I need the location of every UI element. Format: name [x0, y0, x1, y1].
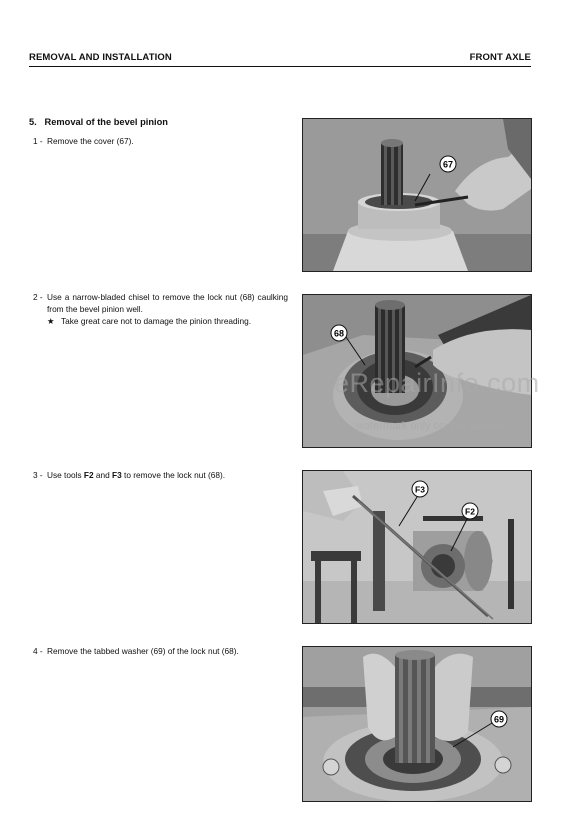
- photo-tools-f2-f3: [302, 470, 532, 624]
- step-1: [33, 136, 288, 148]
- photo-washer-illustration: [303, 647, 531, 801]
- photo-cover-illustration: [303, 119, 531, 271]
- step-number: 2 -: [33, 292, 43, 302]
- callout-68: 68: [333, 328, 345, 339]
- step-text: Remove the cover (67).: [47, 136, 134, 146]
- header-chapter-title: FRONT AXLE: [469, 52, 531, 63]
- step-text: [47, 470, 288, 482]
- step-number: 1 -: [33, 136, 43, 146]
- watermark-text: eRepairInfo.com: [334, 368, 540, 398]
- step-text-part: Use tools: [47, 470, 84, 480]
- callout-67: 67: [442, 159, 454, 170]
- step-text: Use a narrow-bladed chisel to remove the lock nut (68) caulking from the bevel pinion well.: [47, 292, 288, 314]
- section-number: 5.: [29, 117, 37, 127]
- step-4: [33, 646, 288, 658]
- step-3: [33, 470, 288, 482]
- step-2: [33, 292, 288, 328]
- star-icon: ★: [47, 316, 55, 326]
- caution-note-text: Take great care not to damage the pinion threading.: [61, 316, 252, 326]
- callout-f3: F3: [415, 484, 425, 495]
- photo-remove-cover: [302, 118, 532, 272]
- callout-f2: F2: [465, 506, 475, 517]
- photo-tools-illustration: [303, 471, 531, 623]
- photo-tabbed-washer: [302, 646, 532, 802]
- step-number: 4 -: [33, 646, 43, 656]
- callout-69: 69: [493, 714, 505, 725]
- step-text-part: and: [93, 470, 113, 480]
- watermark-subtext: watermark only on this sample: [356, 420, 505, 432]
- tool-f3-label: F3: [112, 470, 122, 480]
- section-title-text: Removal of the bevel pinion: [44, 117, 168, 127]
- section-heading: [29, 117, 168, 127]
- step-number: 3 -: [33, 470, 43, 480]
- tool-f2-label: F2: [83, 470, 94, 480]
- step-text: Remove the tabbed washer (69) of the lock nut (68).: [47, 646, 239, 656]
- header-section-title: REMOVAL AND INSTALLATION: [29, 52, 172, 63]
- caution-note: [47, 316, 288, 328]
- page-header: [29, 52, 531, 67]
- step-text-part: to remove the lock nut (68).: [121, 470, 226, 480]
